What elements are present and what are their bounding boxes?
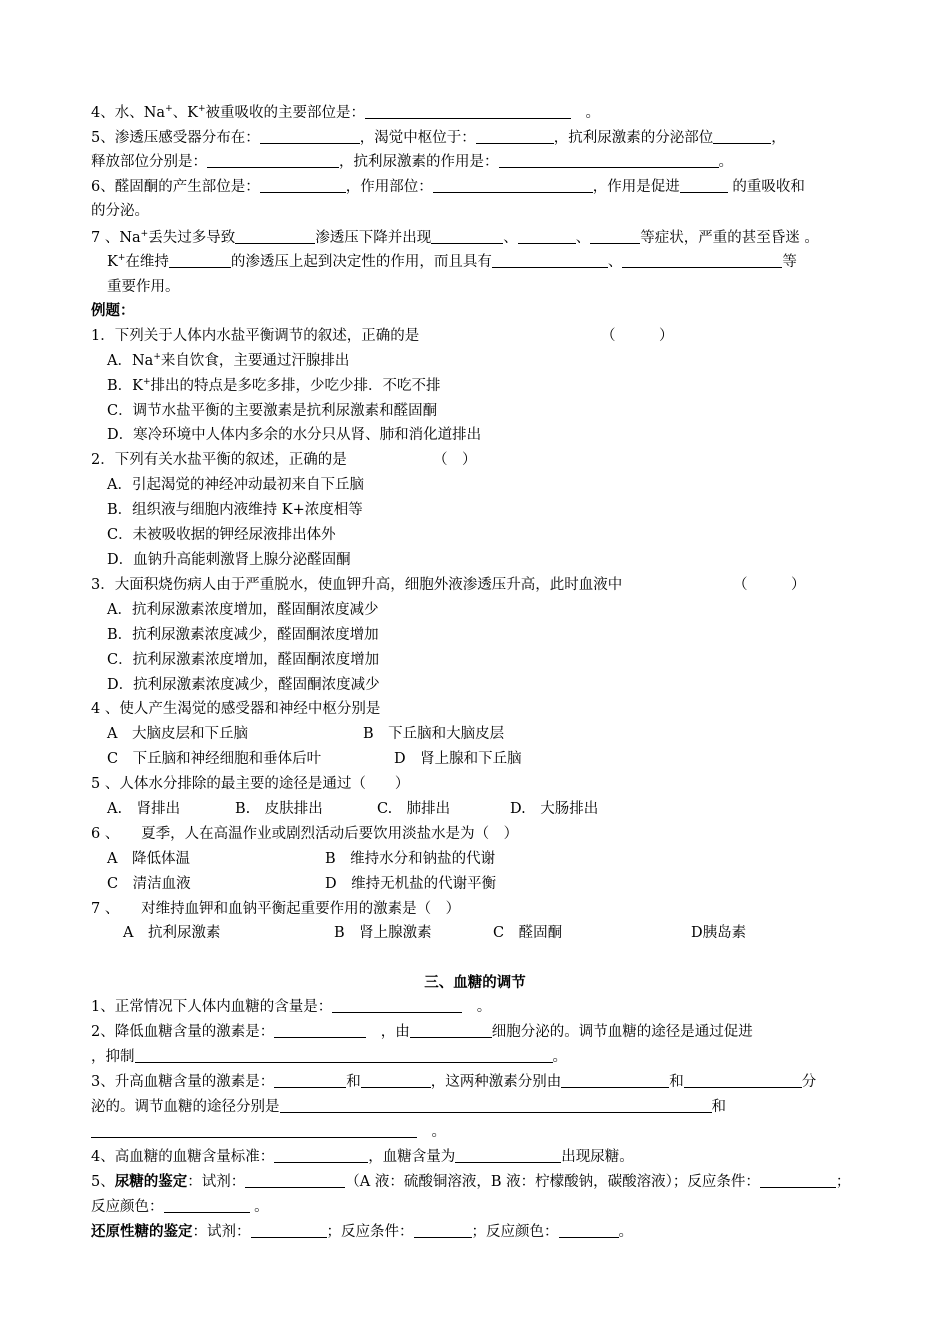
q7-option-d[interactable]: D胰岛素 bbox=[691, 925, 747, 941]
answer-blank[interactable] bbox=[245, 1172, 345, 1188]
q6-option-c[interactable]: C 清洁血液 bbox=[107, 876, 191, 892]
fill-line-6: 6、醛固酮的产生部位是： ，作用部位： ，作用是促进 的重吸收和 bbox=[91, 179, 805, 195]
answer-blank[interactable] bbox=[361, 1072, 431, 1088]
q2-option-a[interactable]: A．引起渴觉的神经冲动最初来自下丘脑 bbox=[107, 477, 364, 493]
q5-option-d[interactable]: D. 大肠排出 bbox=[510, 801, 599, 817]
answer-blank[interactable] bbox=[251, 1222, 327, 1238]
answer-blank[interactable] bbox=[414, 1222, 472, 1238]
q7-option-b[interactable]: B 肾上腺激素 bbox=[334, 925, 432, 941]
answer-blank[interactable] bbox=[518, 228, 576, 244]
q6-options-row-2 bbox=[107, 873, 497, 895]
answer-blank[interactable] bbox=[332, 997, 462, 1013]
q6-option-b[interactable]: B 维持水分和钠盐的代谢 bbox=[325, 851, 496, 867]
answer-blank[interactable] bbox=[91, 1122, 417, 1138]
answer-blank[interactable] bbox=[260, 128, 360, 144]
answer-blank[interactable] bbox=[622, 252, 782, 268]
answer-blank[interactable] bbox=[235, 228, 315, 244]
q5-option-b[interactable]: B. 皮肤排出 bbox=[235, 801, 323, 817]
s3-line-6: 还原性糖的鉴定：试剂： ；反应条件： ；反应颜色： 。 bbox=[91, 1223, 633, 1240]
q4-option-c[interactable]: C 下丘脑和神经细胞和垂体后叶 bbox=[107, 751, 322, 767]
q5-option-a[interactable]: A. 肾排出 bbox=[107, 801, 181, 817]
section-3-title: 三、血糖的调节 bbox=[424, 974, 526, 991]
answer-blank[interactable] bbox=[476, 128, 554, 144]
question-1-stem: 1．下列关于人体内水盐平衡调节的叙述，正确的是 （ ） bbox=[91, 328, 674, 344]
answer-blank[interactable] bbox=[431, 228, 503, 244]
answer-blank[interactable] bbox=[713, 128, 771, 144]
answer-blank[interactable] bbox=[207, 152, 339, 168]
q3-option-c[interactable]: C．抗利尿激素浓度增加，醛固酮浓度增加 bbox=[107, 652, 380, 668]
answer-blank[interactable] bbox=[280, 1097, 712, 1113]
q6-option-d[interactable]: D 维持无机盐的代谢平衡 bbox=[325, 876, 497, 892]
q1-option-c[interactable]: C．调节水盐平衡的主要激素是抗利尿激素和醛固酮 bbox=[107, 403, 438, 419]
q3-option-a[interactable]: A．抗利尿激素浓度增加，醛固酮浓度减少 bbox=[107, 602, 379, 618]
s3-line-2: 2、降低血糖含量的激素是： ，由 细胞分泌的。调节血糖的途径是通过促进 bbox=[91, 1024, 753, 1040]
q3-option-b[interactable]: B．抗利尿激素浓度减少，醛固酮浓度增加 bbox=[107, 627, 379, 643]
q4-options-row-2 bbox=[107, 748, 522, 770]
q7-option-c[interactable]: C 醛固酮 bbox=[493, 925, 563, 941]
q4-option-a[interactable]: A 大脑皮层和下丘脑 bbox=[107, 726, 248, 742]
q2-option-d[interactable]: D．血钠升高能刺激肾上腺分泌醛固酮 bbox=[107, 552, 351, 568]
fill-line-7: 7 、Na+丢失过多导致 渗透压下降并出现 、 、 等症状，严重的甚至昏迷 。 bbox=[91, 229, 819, 246]
s3-line-5: 5、尿糖的鉴定：试剂： （A 液：硫酸铜溶液，B 液：柠檬酸钠，碳酸溶液）；反应条件： ； bbox=[91, 1173, 851, 1190]
question-5-stem: 5 、人体水分排除的最主要的途径是通过（ ） bbox=[91, 776, 410, 792]
q2-option-b[interactable]: B．组织液与细胞内液维持 K+浓度相等 bbox=[107, 502, 363, 518]
answer-blank[interactable] bbox=[274, 1147, 368, 1163]
answer-blank[interactable] bbox=[680, 177, 728, 193]
q7-options-row bbox=[123, 922, 747, 944]
s3-line-1: 1、正常情况下人体内血糖的含量是： 。 bbox=[91, 999, 492, 1015]
s3-line-5-cont: 反应颜色： 。 bbox=[91, 1199, 269, 1215]
examples-heading: 例题： bbox=[91, 302, 135, 319]
q4-option-b[interactable]: B 下丘脑和大脑皮层 bbox=[363, 726, 505, 742]
q6-option-a[interactable]: A 降低体温 bbox=[107, 851, 190, 867]
s3-line-4: 4、高血糖的血糖含量标准： ，血糖含量为 出现尿糖。 bbox=[91, 1149, 634, 1165]
q4-options-row-1 bbox=[107, 723, 505, 745]
q5-option-c[interactable]: C. 肺排出 bbox=[377, 801, 451, 817]
answer-blank[interactable] bbox=[410, 1022, 492, 1038]
answer-blank[interactable] bbox=[433, 177, 593, 193]
answer-blank[interactable] bbox=[561, 1072, 669, 1088]
answer-blank[interactable] bbox=[260, 177, 346, 193]
q1-option-d[interactable]: D．寒冷环境中人体内多余的水分只从肾、肺和消化道排出 bbox=[107, 427, 482, 443]
answer-blank[interactable] bbox=[455, 1147, 561, 1163]
question-6-stem: 6 、 夏季，人在高温作业或剧烈活动后要饮用淡盐水是为（ ） bbox=[91, 826, 519, 842]
fill-line-7-end: 重要作用。 bbox=[107, 279, 180, 295]
q3-option-d[interactable]: D．抗利尿激素浓度减少，醛固酮浓度减少 bbox=[107, 677, 380, 693]
answer-blank[interactable] bbox=[274, 1022, 366, 1038]
answer-blank[interactable] bbox=[135, 1047, 553, 1063]
q1-option-b[interactable]: B．K+排出的特点是多吃多排，少吃少排．不吃不排 bbox=[107, 377, 441, 394]
answer-blank[interactable] bbox=[492, 252, 608, 268]
answer-blank[interactable] bbox=[590, 228, 640, 244]
s3-line-3: 3、升高血糖含量的激素是： 和 ，这两种激素分别由 和 分 bbox=[91, 1074, 817, 1090]
answer-blank[interactable] bbox=[499, 152, 719, 168]
q5-options-row bbox=[107, 798, 599, 820]
s3-line-3-cont: 泌的。调节血糖的途径分别是 和 bbox=[91, 1099, 726, 1115]
q2-option-c[interactable]: C．未被吸收据的钾经尿液排出体外 bbox=[107, 527, 336, 543]
answer-blank[interactable] bbox=[684, 1072, 802, 1088]
question-7-stem: 7 、 对维持血钾和血钠平衡起重要作用的激素是（ ） bbox=[91, 901, 461, 917]
question-3-stem: 3．大面积烧伤病人由于严重脱水，使血钾升高，细胞外液渗透压升高，此时血液中 （ ） bbox=[91, 577, 806, 593]
q4-option-d[interactable]: D 肾上腺和下丘脑 bbox=[394, 751, 522, 767]
s3-line-2-cont: ，抑制 。 bbox=[91, 1049, 567, 1065]
answer-blank[interactable] bbox=[164, 1197, 250, 1213]
fill-line-4: 4、水、Na+、K+被重吸收的主要部位是： 。 bbox=[91, 104, 600, 121]
fill-line-5: 5、渗透压感受器分布在： ，渴觉中枢位于： ，抗利尿激素的分泌部位 ， bbox=[91, 130, 786, 146]
question-4-stem: 4 、使人产生渴觉的感受器和神经中枢分别是 bbox=[91, 701, 381, 717]
fill-line-5-cont: 释放部位分别是： ，抗利尿激素的作用是： 。 bbox=[91, 154, 733, 170]
fill-line-7-cont: K+在维持 的渗透压上起到决定性的作用，而且具有 、 等 bbox=[107, 253, 797, 270]
answer-blank[interactable] bbox=[169, 252, 231, 268]
answer-blank[interactable] bbox=[365, 103, 571, 119]
answer-blank[interactable] bbox=[274, 1072, 346, 1088]
q7-option-a[interactable]: A 抗利尿激素 bbox=[123, 925, 221, 941]
answer-blank[interactable] bbox=[760, 1172, 836, 1188]
s3-line-3-end: 。 bbox=[91, 1121, 446, 1143]
question-2-stem: 2．下列有关水盐平衡的叙述，正确的是 （ ） bbox=[91, 452, 477, 468]
fill-line-6-cont: 的分泌。 bbox=[91, 203, 149, 219]
q1-option-a[interactable]: A．Na+来自饮食，主要通过汗腺排出 bbox=[107, 352, 350, 369]
q6-options-row-1 bbox=[107, 848, 496, 870]
answer-blank[interactable] bbox=[559, 1222, 619, 1238]
